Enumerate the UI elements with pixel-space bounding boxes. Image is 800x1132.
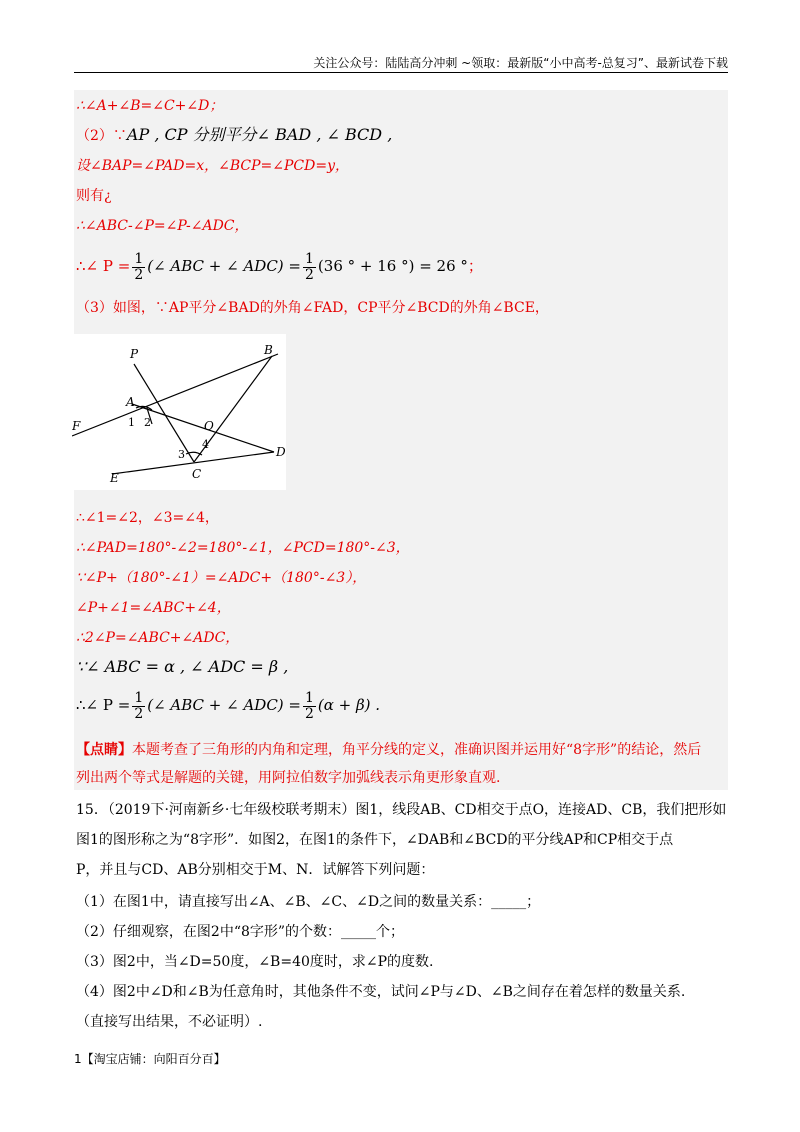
comment-line-2: 列出两个等式是解题的关键，用阿拉伯数字加弧线表示角更形象直观. xyxy=(76,770,501,786)
svg-text:C: C xyxy=(192,467,202,481)
question-15-line-2: 图1的图形称之为“8字形”．如图2，在图1的条件下，∠DAB和∠BCD的平分线AP和CP相交于点 xyxy=(76,832,674,848)
svg-text:D: D xyxy=(276,445,286,459)
solution-line-8: ∴∠1=∠2，∠3=∠4， xyxy=(76,510,219,526)
question-part-2: （2）仔细观察，在图2中“8字形”的个数：_____个； xyxy=(76,924,405,940)
page-header: 关注公众号：陆陆高分冲刺 ~领取：最新版“小中高考-总复习”、最新试卷下载 xyxy=(74,54,728,73)
question-part-5: （直接写出结果，不必证明）. xyxy=(76,1014,263,1030)
question-15-line-3: P，并且与CD、AB分别相交于M、N．试解答下列问题： xyxy=(76,862,435,878)
svg-text:2: 2 xyxy=(144,416,151,429)
svg-text:4: 4 xyxy=(202,438,209,451)
solution-line-6: ∴∠ P = $\frac{1}{2}$ (∠ ABC + ∠ ADC) = $\frac{1}{2}$ (36 ° + 16 °) = 26 °； xyxy=(76,250,483,283)
svg-text:P: P xyxy=(130,347,139,361)
question-15-line-1: 15．（2019下·河南新乡·七年级校联考期末）图1，线段AB、CD相交于点O，连接AD、CB，我们把形如 xyxy=(76,802,727,818)
solution-line-1: ∴∠A+∠B=∠C+∠D； xyxy=(76,98,224,114)
question-part-4: （4）图2中∠D和∠B为任意角时，其他条件不变，试问∠P与∠D、∠B之间存在着怎样的数量关系. xyxy=(76,984,686,1000)
geometry-figure xyxy=(72,334,286,490)
question-part-3: （3）图2中，当∠D=50度，∠B=40度时，求∠P的度数. xyxy=(76,954,434,970)
solution-line-12: ∴2∠P=∠ABC+∠ADC， xyxy=(76,630,240,646)
solution-line-7: （3）如图，∵AP平分∠BAD的外角∠FAD，CP平分∠BCD的外角∠BCE， xyxy=(76,300,549,316)
solution-line-10: ∵∠P+（180°-∠1）=∠ADC+（180°-∠3）， xyxy=(76,570,367,586)
svg-text:1: 1 xyxy=(128,416,135,429)
svg-text:O: O xyxy=(204,419,214,433)
question-part-1: （1）在图1中，请直接写出∠A、∠B、∠C、∠D之间的数量关系：_____； xyxy=(76,894,541,910)
svg-text:F: F xyxy=(72,419,81,433)
solution-line-2: （2）∵AP , CP 分别平分∠ BAD , ∠ BCD , xyxy=(76,125,393,144)
comment-line-1: 【点睛】本题考查了三角形的内角和定理，角平分线的定义，准确识图并运用好“8字形”的结论，然后 xyxy=(76,742,702,758)
solution-line-4: 则有¿ xyxy=(76,188,112,204)
fraction-half: $\frac{1}{2}$ xyxy=(134,250,144,283)
svg-text:B: B xyxy=(264,343,273,357)
solution-line-14: ∴∠ P = $\frac{1}{2}$ (∠ ABC + ∠ ADC) = $\frac{1}{2}$ (α + β) . xyxy=(76,689,381,722)
solution-line-5: ∴∠ABC-∠P=∠P-∠ADC， xyxy=(76,218,249,234)
svg-text:3: 3 xyxy=(178,448,185,461)
solution-line-13: ∵∠ ABC = α , ∠ ADC = β , xyxy=(76,657,289,676)
svg-text:E: E xyxy=(110,471,119,485)
svg-text:A: A xyxy=(126,395,135,409)
solution-line-11: ∠P+∠1=∠ABC+∠4， xyxy=(76,600,231,616)
page-footer: 1【淘宝店铺：向阳百分百】 xyxy=(74,1052,226,1066)
figure-svg xyxy=(72,334,286,490)
solution-line-3: 设∠BAP=∠PAD=x，∠BCP=∠PCD=y， xyxy=(76,158,349,174)
solution-line-9: ∴∠PAD=180°-∠2=180°-∠1，∠PCD=180°-∠3， xyxy=(76,540,410,556)
